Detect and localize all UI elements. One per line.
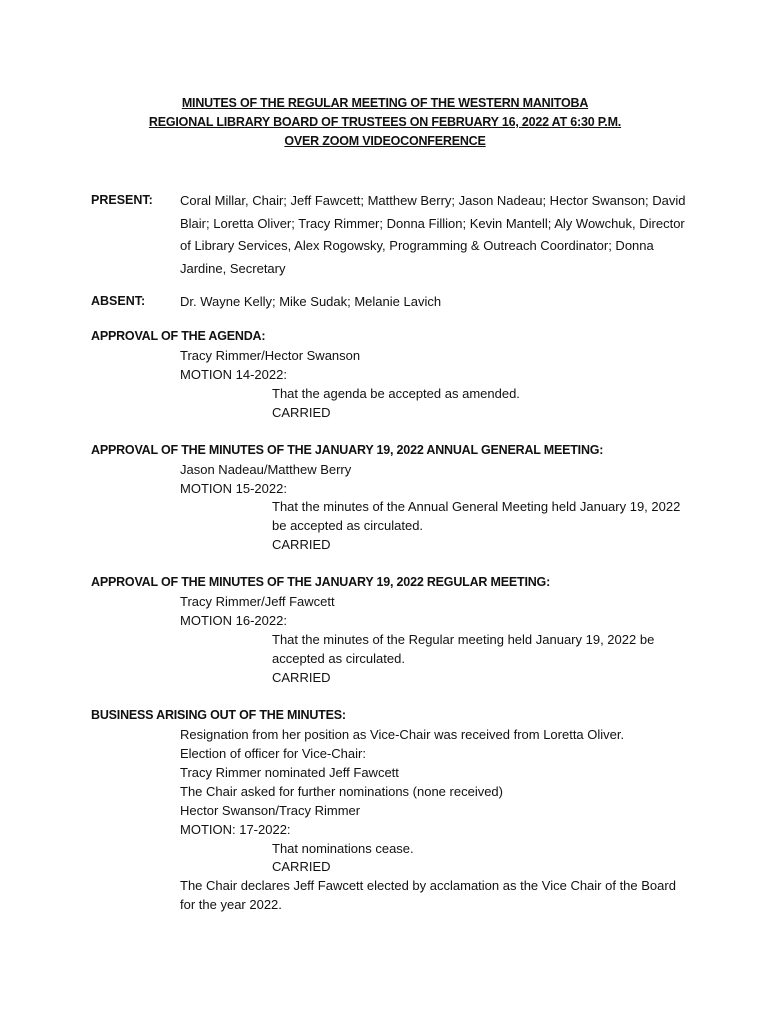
absent-list: Dr. Wayne Kelly; Mike Sudak; Melanie Lavich	[180, 294, 442, 309]
business-motion: MOTION: 17-2022:	[180, 822, 291, 837]
business-line-5: Hector Swanson/Tracy Rimmer	[180, 803, 361, 818]
business-line-1: Resignation from her position as Vice-Chair was received from Loretta Oliver.	[180, 727, 625, 742]
business-line-4: The Chair asked for further nominations (none received)	[180, 784, 503, 799]
present-list: Coral Millar, Chair; Jeff Fawcett; Matthew Berry; Jason Nadeau; Hector Swanson; David Blair; Loretta Oliver; Tracy Rimmer; Donna Fillion; Kevin Mantell; Aly Wowchuk, Director of Library Services, Alex Rogowsky, Programming & Outreach Coordinator; Donna Jardine, Secretary	[180, 193, 686, 276]
regular-minutes-motion-text: That the minutes of the Regular meeting held January 19, 2022 be accepted as circulated.	[272, 632, 655, 666]
title-line-2: REGIONAL LIBRARY BOARD OF TRUSTEES ON FEBRUARY 16, 2022 AT 6:30 P.M.	[148, 115, 622, 129]
agenda-motion-text: That the agenda be accepted as amended.	[272, 386, 520, 401]
present-label: PRESENT:	[91, 193, 153, 207]
regular-minutes-movers: Tracy Rimmer/Jeff Fawcett	[180, 594, 335, 609]
agm-minutes-motion: MOTION 15-2022:	[180, 481, 287, 496]
title-line-3: OVER ZOOM VIDEOCONFERENCE	[284, 134, 486, 148]
regular-minutes-motion: MOTION 16-2022:	[180, 613, 287, 628]
business-motion-text: That nominations cease.	[272, 841, 414, 856]
regular-minutes-heading: APPROVAL OF THE MINUTES OF THE JANUARY 19, 2022 REGULAR MEETING:	[91, 575, 551, 589]
business-heading: BUSINESS ARISING OUT OF THE MINUTES:	[91, 708, 346, 722]
agm-minutes-heading: APPROVAL OF THE MINUTES OF THE JANUARY 19, 2022 ANNUAL GENERAL MEETING:	[91, 443, 604, 457]
absent-label: ABSENT:	[91, 294, 146, 308]
business-result: CARRIED	[272, 859, 331, 874]
agenda-result: CARRIED	[272, 405, 331, 420]
business-closing: The Chair declares Jeff Fawcett elected by acclamation as the Vice Chair of the Board for the year 2022.	[180, 878, 676, 912]
agenda-heading: APPROVAL OF THE AGENDA:	[91, 329, 266, 343]
agm-minutes-movers: Jason Nadeau/Matthew Berry	[180, 462, 352, 477]
document-title	[0, 94, 770, 151]
agm-minutes-result: CARRIED	[272, 537, 331, 552]
title-line-1: MINUTES OF THE REGULAR MEETING OF THE WESTERN MANITOBA	[181, 96, 589, 110]
business-line-3: Tracy Rimmer nominated Jeff Fawcett	[180, 765, 399, 780]
agm-minutes-motion-text: That the minutes of the Annual General Meeting held January 19, 2022 be accepted as circulated.	[272, 499, 681, 533]
agenda-movers: Tracy Rimmer/Hector Swanson	[180, 348, 361, 363]
business-line-2: Election of officer for Vice-Chair:	[180, 746, 366, 761]
regular-minutes-result: CARRIED	[272, 670, 331, 685]
agenda-motion: MOTION 14-2022:	[180, 367, 287, 382]
